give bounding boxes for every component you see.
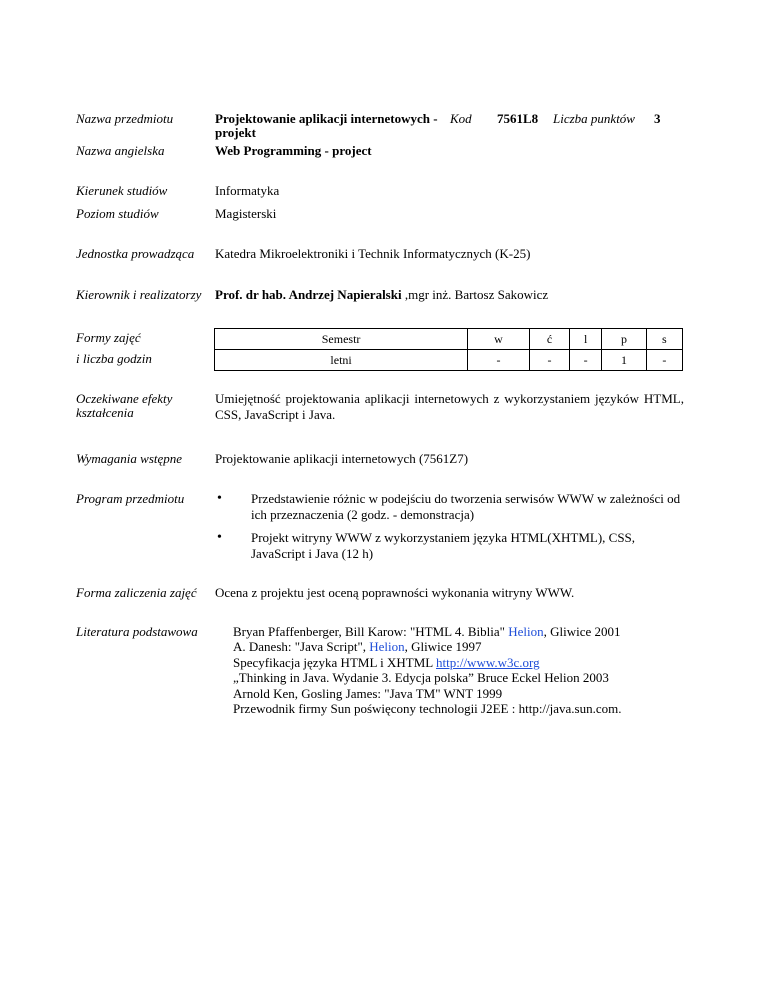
field-of-study: Informatyka xyxy=(215,183,280,198)
literature-item-1: Bryan Pfaffenberger, Bill Karow: "HTML 4. Biblia" Helion, Gliwice 2001 xyxy=(233,624,621,639)
header-cell: s xyxy=(646,329,682,350)
label-literature: Literatura podstawowa xyxy=(76,624,198,639)
program-item-2: Projekt witryny WWW z wykorzystaniem języka HTML(XHTML), CSS, JavaScript i Java (12 h) xyxy=(251,530,636,561)
literature-item-5: Arnold Ken, Gosling James: "Java TM" WNT 1999 xyxy=(233,685,503,701)
grading: Ocena z projektu jest oceną poprawności wykonania witryny WWW. xyxy=(215,585,575,600)
header-cell: w xyxy=(468,329,530,350)
label-points: Liczba punktów xyxy=(553,111,635,126)
w3c-link[interactable]: http://www.w3c.org xyxy=(436,654,540,670)
hours-table xyxy=(214,328,683,371)
course-name-line1: Projektowanie aplikacji internetowych - xyxy=(215,111,438,126)
hours-header-row xyxy=(215,329,683,350)
label-program: Program przedmiotu xyxy=(76,491,185,506)
bullet-icon: • xyxy=(217,530,222,545)
value-cell: - xyxy=(570,350,602,371)
lead-professor: Prof. dr hab. Andrzej Napieralski xyxy=(215,287,402,302)
label-course-name: Nazwa przedmiotu xyxy=(76,111,174,126)
lead xyxy=(215,287,548,303)
label-code: Kod xyxy=(450,111,472,126)
outcomes: Umiejętność projektowania aplikacji internetowych z wykorzystaniem języków HTML, CSS, JavaScript i Java. xyxy=(215,391,684,422)
points-value: 3 xyxy=(654,111,661,126)
label-unit: Jednostka prowadząca xyxy=(76,246,195,261)
bullet-icon: • xyxy=(217,491,222,506)
label-outcomes-1: Oczekiwane efekty xyxy=(76,391,173,406)
prerequisites: Projektowanie aplikacji internetowych (7561Z7) xyxy=(215,451,469,466)
publisher-link[interactable]: Helion xyxy=(508,624,544,639)
study-level: Magisterski xyxy=(215,206,277,221)
label-study-level: Poziom studiów xyxy=(76,206,159,221)
header-cell: ć xyxy=(529,329,569,350)
label-hours: i liczba godzin xyxy=(76,351,152,366)
value-cell: - xyxy=(468,350,530,371)
label-field-of-study: Kierunek studiów xyxy=(76,183,168,198)
label-class-forms: Formy zajęć xyxy=(76,330,141,345)
program-item-1: Przedstawienie różnic w podejściu do tworzenia serwisów WWW w zależności od ich przeznaczenia (2 godz. - demonstracja) xyxy=(251,491,681,522)
label-grading: Forma zaliczenia zajęć xyxy=(76,585,197,600)
literature-list xyxy=(233,624,622,716)
lead-assistant: ,mgr inż. Bartosz Sakowicz xyxy=(401,287,549,302)
header-cell: Semestr xyxy=(215,329,468,350)
value-cell: - xyxy=(646,350,682,371)
hours-value-row xyxy=(215,350,683,371)
label-lead: Kierownik i realizatorzy xyxy=(76,287,202,302)
value-cell: - xyxy=(529,350,569,371)
literature-item-6: Przewodnik firmy Sun poświęcony technologii J2EE : http://java.sun.com. xyxy=(233,701,622,717)
publisher-link[interactable]: Helion xyxy=(369,639,405,655)
label-english-name: Nazwa angielska xyxy=(76,143,165,158)
literature-item-4: „Thinking in Java. Wydanie 3. Edycja polska” Bruce Eckel Helion 2003 xyxy=(233,670,609,686)
header-cell: p xyxy=(602,329,647,350)
literature-item-3: Specyfikacja języka HTML i XHTML http://www.w3c.org xyxy=(233,654,540,670)
label-prerequisites: Wymagania wstępne xyxy=(76,451,183,466)
course-code: 7561L8 xyxy=(497,111,539,126)
header-cell: l xyxy=(570,329,602,350)
literature-item-2: A. Danesh: "Java Script", Helion, Gliwice 1997 xyxy=(233,639,482,655)
label-outcomes-2: kształcenia xyxy=(76,405,134,420)
unit: Katedra Mikroelektroniki i Technik Informatycznych (K-25) xyxy=(215,246,531,261)
value-cell: 1 xyxy=(602,350,647,371)
value-cell: letni xyxy=(215,350,468,371)
english-name: Web Programming - project xyxy=(215,143,372,158)
course-name-line2: projekt xyxy=(215,125,256,140)
